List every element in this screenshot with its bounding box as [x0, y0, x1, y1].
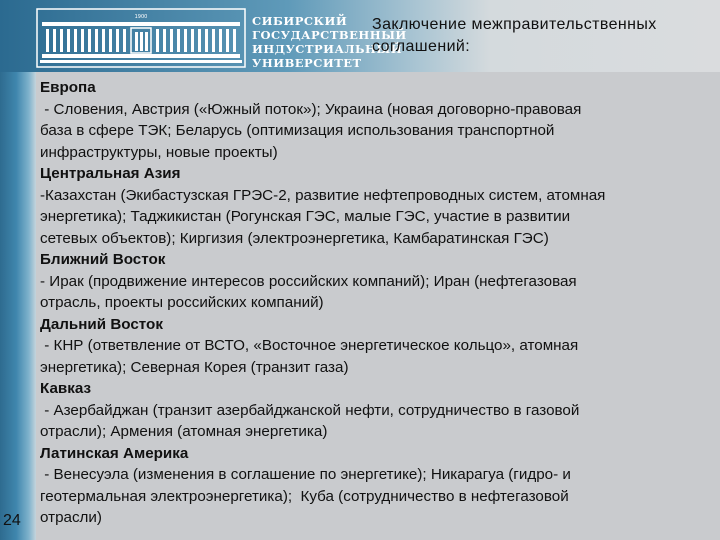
region-detail-line: энергетика); Таджикистан (Рогунская ГЭС, малые ГЭС, участие в развитии: [40, 208, 571, 225]
region-detail-line: - Словения, Австрия («Южный поток»); Украина (новая договорно-правовая: [40, 100, 582, 118]
region-detail-line: - Венесуэла (изменения в соглашение по энергетике); Никарагуа (гидро- и: [40, 466, 571, 483]
university-name-line: УНИВЕРСИТЕТ: [252, 56, 362, 70]
region-detail-line: сетевых объектов); Киргизия (электроэнергетика, Камбаратинская ГЭС): [40, 229, 549, 247]
page-number: 24: [3, 512, 21, 529]
university-name-line: ИНДУСТРИАЛЬНЫЙ: [252, 42, 403, 56]
region-detail-line: - Азербайджан (транзит азербайджанской нефти, сотрудничество в газовой: [40, 401, 580, 419]
region-detail-line: геотермальная электроэнергетика); Куба (сотрудничество в нефтегазовой: [40, 487, 569, 505]
region-heading: Кавказ: [40, 380, 92, 397]
slide-title-line: Заключение межправительственных: [372, 16, 657, 33]
region-detail-line: база в сфере ТЭК; Беларусь (оптимизация использования транспортной: [40, 122, 555, 139]
university-name-line: ГОСУДАРСТВЕННЫЙ: [252, 28, 407, 42]
region-heading: Европа: [40, 79, 96, 96]
university-building-icon: [36, 8, 246, 68]
region-heading: Центральная Азия: [40, 165, 181, 182]
region-heading: Латинская Америка: [40, 444, 189, 462]
region-detail-line: -Казахстан (Экибастузская ГРЭС-2, развитие нефтепроводных систем, атомная: [40, 186, 606, 204]
header-band: [0, 0, 720, 72]
region-detail-line: отрасли): [40, 509, 102, 526]
agreements-list: [40, 77, 714, 529]
region-detail-line: отрасли); Армения (атомная энергетика): [40, 423, 328, 440]
region-heading: Ближний Восток: [40, 251, 166, 268]
slide-title-line: соглашений:: [372, 38, 471, 55]
region-detail-line: инфраструктуры, новые проекты): [40, 143, 278, 161]
slide-title: [372, 14, 712, 58]
region-detail-line: энергетика); Северная Корея (транзит газа): [40, 358, 349, 376]
logo-caption: 1900: [134, 14, 148, 20]
region-detail-line: отрасль, проекты российских компаний): [40, 294, 324, 311]
left-accent-bar: [0, 0, 36, 540]
region-detail-line: - КНР (ответвление от ВСТО, «Восточное энергетическое кольцо», атомная: [40, 337, 579, 354]
region-heading: Дальний Восток: [40, 315, 163, 333]
region-detail-line: - Ирак (продвижение интересов российских компаний); Иран (нефтегазовая: [40, 272, 577, 290]
university-name-line: СИБИРСКИЙ: [252, 14, 348, 28]
university-logo: [36, 8, 407, 70]
